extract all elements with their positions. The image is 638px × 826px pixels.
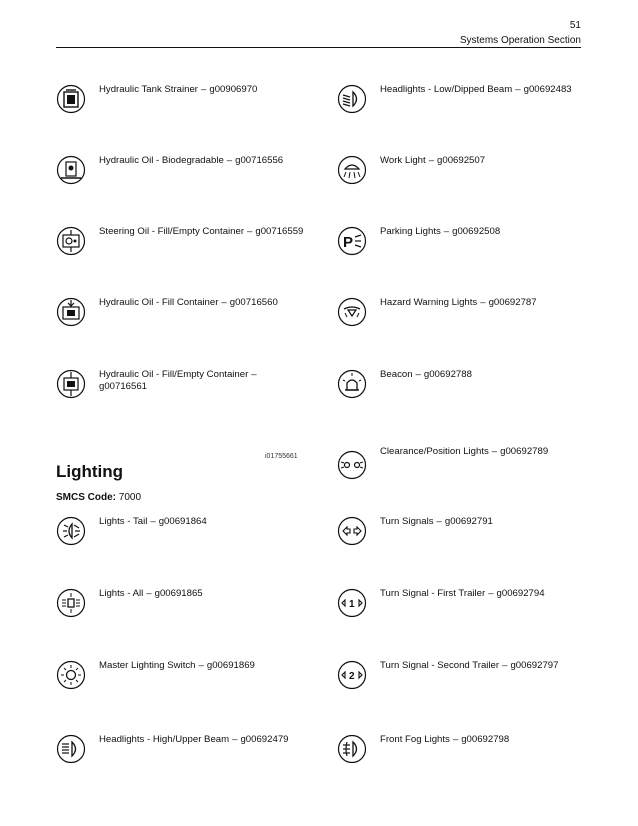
hazard-warning-icon — [337, 297, 367, 327]
hydraulic-oil-biodegradable-icon — [56, 155, 86, 185]
symbol-caption: Lights - All – g00691865 — [99, 588, 203, 599]
all-lights-icon — [56, 588, 86, 618]
symbol-caption: Work Light – g00692507 — [380, 155, 486, 166]
low-beam-icon — [337, 84, 367, 114]
symbol-caption: Front Fog Lights – g00692798 — [380, 734, 510, 745]
symbol-caption: Hydraulic Tank Strainer – g00906970 — [99, 84, 258, 95]
hydraulic-tank-strainer-icon — [56, 84, 86, 114]
header-rule — [56, 47, 581, 48]
page-number: 51 — [569, 20, 581, 31]
hydraulic-oil-fill-icon — [56, 297, 86, 327]
symbol-caption: Hydraulic Oil - Biodegradable – g00716556 — [99, 155, 284, 166]
lighting-heading: Lighting — [56, 462, 124, 481]
reference-id: i01755661 — [265, 453, 298, 460]
symbol-caption: Clearance/Position Lights – g00692789 — [380, 446, 549, 457]
master-lighting-switch-icon — [56, 660, 86, 690]
symbol-caption: Turn Signal - Second Trailer – g00692797 — [380, 660, 559, 671]
smcs-label: SMCS Code: — [56, 492, 116, 503]
symbol-caption: Lights - Tail – g00691864 — [99, 516, 207, 527]
turn-signal-second-trailer-icon — [337, 660, 367, 690]
trailer-number-two: 2 — [349, 671, 355, 682]
smcs-code — [56, 492, 141, 503]
symbol-caption: Hydraulic Oil - Fill Container – g00716560 — [99, 297, 278, 308]
symbol-caption: Parking Lights – g00692508 — [380, 226, 501, 237]
front-fog-lights-icon — [337, 734, 367, 764]
trailer-number-one: 1 — [349, 599, 355, 610]
symbol-caption: Beacon – g00692788 — [380, 369, 472, 380]
steering-oil-fill-empty-icon — [56, 226, 86, 256]
symbol-caption: Hydraulic Oil - Fill/Empty Container –g00716561 — [99, 369, 257, 392]
symbol-caption: Turn Signal - First Trailer – g00692794 — [380, 588, 545, 599]
section-title: Systems Operation Section — [459, 35, 581, 46]
parking-letter: P — [343, 234, 354, 251]
symbol-caption: Hazard Warning Lights – g00692787 — [380, 297, 537, 308]
symbol-caption: Master Lighting Switch – g00691869 — [99, 660, 255, 671]
turn-signal-first-trailer-icon — [337, 588, 367, 618]
beacon-icon — [337, 369, 367, 399]
symbol-caption: Steering Oil - Fill/Empty Container – g00716559 — [99, 226, 304, 237]
high-beam-icon — [56, 734, 86, 764]
symbol-caption: Turn Signals – g00692791 — [380, 516, 493, 527]
work-light-icon — [337, 155, 367, 185]
tail-lights-icon — [56, 516, 86, 546]
clearance-lights-icon — [337, 450, 367, 480]
symbol-caption: Headlights - High/Upper Beam – g00692479 — [99, 734, 289, 745]
smcs-value: 7000 — [118, 492, 142, 503]
turn-signals-icon — [337, 516, 367, 546]
hydraulic-oil-fill-empty-icon — [56, 369, 86, 399]
parking-lights-icon — [337, 226, 367, 256]
symbol-caption: Headlights - Low/Dipped Beam – g00692483 — [380, 84, 572, 95]
